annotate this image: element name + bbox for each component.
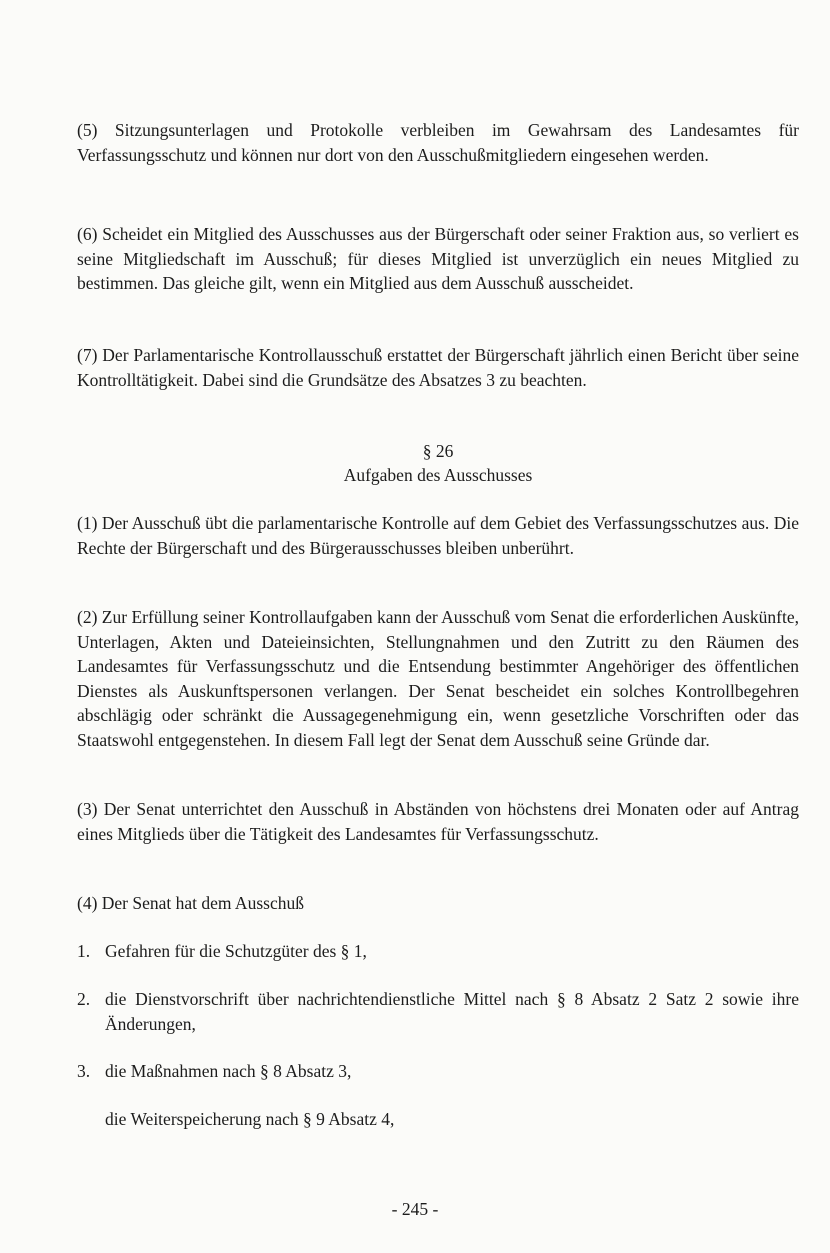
list-item bbox=[77, 1059, 799, 1084]
list-item bbox=[77, 939, 799, 964]
list-item-number: 2. bbox=[77, 989, 91, 1009]
paragraph-7: (7) Der Parlamentarische Kontrollausschuß erstattet der Bürgerschaft jährlich einen Bericht über seine Kontrolltätigkeit. Dabei sind die Grundsätze des Absatzes 3 zu beachten. bbox=[77, 345, 799, 390]
page-number: - 245 - bbox=[391, 1199, 439, 1219]
paragraph-5: (5) Sitzungsunterlagen und Protokolle verbleiben im Gewahrsam des Landesamtes für Verfassungsschutz und können nur dort von den Ausschußmitgliedern eingesehen werden. bbox=[77, 120, 799, 165]
section-paragraph-4: (4) Der Senat hat dem Ausschuß bbox=[77, 893, 304, 913]
section-title: Aufgaben des Ausschusses bbox=[343, 465, 533, 485]
section-paragraph-3: (3) Der Senat unterrichtet den Ausschuß in Abständen von höchstens drei Monaten oder auf Antrag eines Mitglieds über die Tätigkeit des Landesamtes für Verfassungsschutz. bbox=[77, 799, 799, 844]
list-item-text: die Maßnahmen nach § 8 Absatz 3, bbox=[105, 1061, 352, 1081]
list-item-number: 1. bbox=[77, 941, 91, 961]
list-item-text: die Weiterspeicherung nach § 9 Absatz 4, bbox=[105, 1109, 395, 1129]
list-item-text: die Dienstvorschrift über nachrichtendienstliche Mittel nach § 8 Absatz 2 Satz 2 sowie ihre Änderungen, bbox=[105, 989, 799, 1034]
section-paragraph-2: (2) Zur Erfüllung seiner Kontrollaufgaben kann der Ausschuß vom Senat die erforderlichen Auskünfte, Unterlagen, Akten und Dateieinsichten, Stellungnahmen und den Zutritt zu den Räumen des Landesamtes für Verfassungsschutz und die Entsendung bestimmter Angehöriger des öffentlichen Dienstes als Auskunftspersonen verlangen. Der Senat bescheidet ein solches Kontrollbegehren abschlägig oder schränkt die Aussagegenehmigung ein, wenn gesetzliche Vorschriften oder das Staatswohl entgegenstehen. In diesem Fall legt der Senat dem Ausschuß seine Gründe dar. bbox=[77, 607, 799, 750]
list-item bbox=[77, 1107, 799, 1132]
section-paragraph-1: (1) Der Ausschuß übt die parlamentarische Kontrolle auf dem Gebiet des Verfassungsschutzes aus. Die Rechte der Bürgerschaft und des Bürgerausschusses bleiben unberührt. bbox=[77, 513, 799, 558]
section-number: § 26 bbox=[422, 441, 454, 461]
list-item-text: Gefahren für die Schutzgüter des § 1, bbox=[105, 941, 367, 961]
list-item bbox=[77, 987, 799, 1036]
paragraph-6: (6) Scheidet ein Mitglied des Ausschusses aus der Bürgerschaft oder seiner Fraktion aus, so verliert es seine Mitgliedschaft im Ausschuß; für dieses Mitglied ist unverzüglich ein neues Mitglied zu bestimmen. Das gleiche gilt, wenn ein Mitglied aus dem Ausschuß ausscheidet. bbox=[77, 224, 799, 293]
list-item-number: 3. bbox=[77, 1061, 91, 1081]
